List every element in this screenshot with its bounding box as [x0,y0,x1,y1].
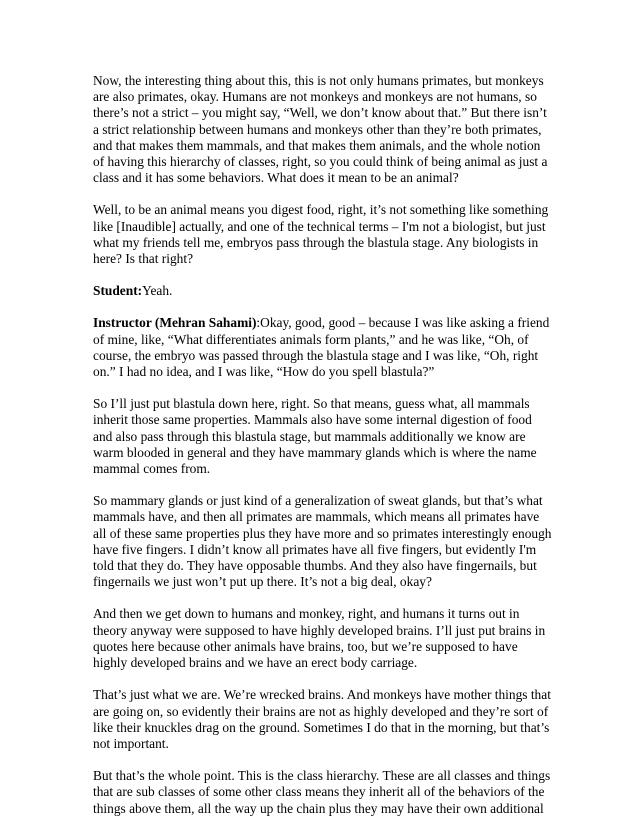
paragraph-text: Yeah. [142,283,173,299]
transcript-page [93,73,553,833]
paragraph-7 [93,606,553,671]
paragraph-6 [93,493,553,590]
paragraph-text: :Okay, good, good – because I was like asking a friend of mine, like, “What differentiates animals form plants,” and he was like, “Oh, of course, the embryo was passed through the blastula stage and I was like, “Oh, right on.” I had no idea, and I was like, “How do you spell blastula?” [93,315,550,380]
paragraph-9 [93,768,553,817]
paragraph-text: That’s just what we are. We’re wrecked brains. And monkeys have mother things that are going on, so evidently their brains are not as highly developed and they’re sort of like their knuckles drag on the ground. Sometimes I do that in the morning, but that’s not important. [93,687,551,751]
paragraph-8 [93,687,553,752]
paragraph-2 [93,202,553,267]
paragraph-text: But that’s the whole point. This is the class hierarchy. These are all classes and things that are sub classes of some other class means they inherit all of the behaviors of the things above them, all the way up the chain plus they may have their own additional [93,768,551,816]
speaker-label: Instructor (Mehran Sahami) [93,315,257,331]
paragraph-text: So I’ll just put blastula down here, right. So that means, guess what, all mammals inherit those same properties. Mammals also have some internal digestion of food and also pass through this blastula stage, but mammals additionally we know are warm blooded in general and they have mammary glands which is where the name mammal comes from. [93,396,537,477]
paragraph-text: So mammary glands or just kind of a generalization of sweat glands, but that’s what mammals have, and then all primates are mammals, which means all primates have all of these same properties plus they have more and so primates interestingly enough have five fingers. I didn’t know all primates have all five fingers, but evidently I'm told that they do. They have opposable thumbs. And they also have fingernails, but fingernails we just won’t put up there. It’s not a big deal, okay? [93,493,552,590]
paragraph-1 [93,73,553,186]
paragraph-3 [93,283,553,299]
paragraph-text: Well, to be an animal means you digest food, right, it’s not something like something like [Inaudible] actually, and one of the technical terms – I'm not a biologist, but just what my friends tell me, embryos pass through the blastula stage. Any biologists in here? Is that right? [93,202,549,267]
speaker-label: Student: [93,283,143,299]
paragraph-text: And then we get down to humans and monkey, right, and humans it turns out in theory anyway were supposed to have highly developed brains. I’ll just put brains in quotes here because other animals have brains, too, but we’re supposed to have highly developed brains and we have an erect body carriage. [93,606,546,671]
paragraph-4 [93,315,553,380]
paragraph-5 [93,396,553,477]
paragraph-text: Now, the interesting thing about this, this is not only humans primates, but monkeys are also primates, okay. Humans are not monkeys and monkeys are not humans, so there’s not a strict – you might say, “Well, we don’t know about that.” But there isn’t a strict relationship between humans and monkeys other than they’re both primates, and that makes them mammals, and that makes them animals, and the whole notion of having this hierarchy of classes, right, so you could think of being animal as just a class and it has some behaviors. What does it mean to be an animal? [93,73,548,186]
